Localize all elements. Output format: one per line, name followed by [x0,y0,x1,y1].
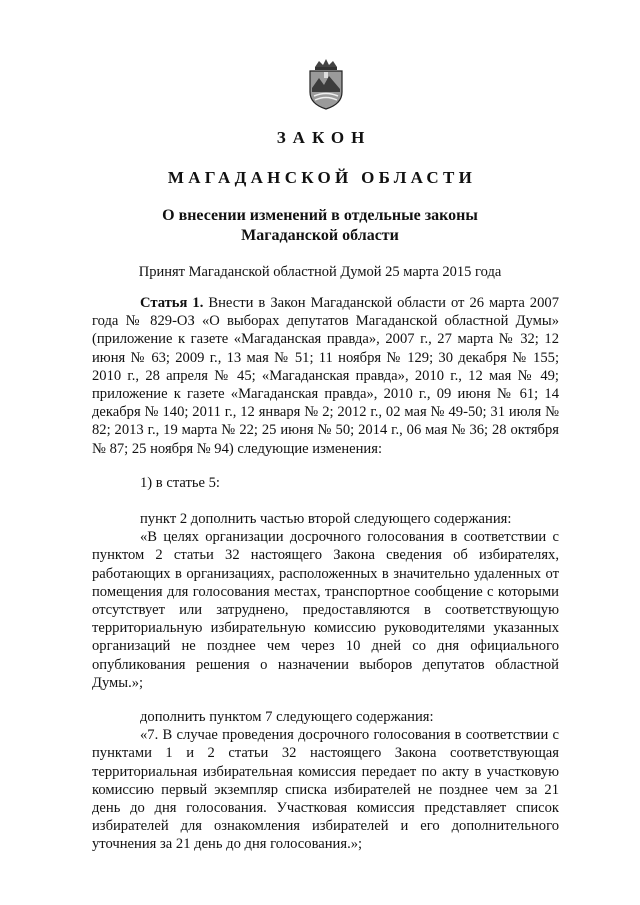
coat-of-arms-icon [305,58,347,110]
point-2-text: «В целях организации досрочного голосования в соответствии с пунктом 2 статьи 32 настоящего Закона сведения об избирателях, работающих в организациях, расположенных в значительно удаленных от помещения для голосования местах, транспортное сообщение с которыми отсутствует или затруднено, предоставляются в соответствующую территориальную избирательную комиссию руководителями указанных организаций не позднее чем через 10 дней со дня официального опубликования решения о назначении выборов депутатов областной Думы.»; [92,529,559,691]
article-1-label: Статья 1. [140,295,204,311]
document-type-title: ЗАКОН [276,128,372,147]
law-subject-line-2: Магаданской области [241,227,399,244]
law-subject-line-1: О внесении изменений в отдельные законы [162,207,478,224]
item-1: 1) в статье 5: [140,474,220,491]
article-1-intro [92,294,559,458]
law-subject [0,206,640,246]
adoption-note: Принят Магаданской областной Думой 25 марта 2015 года [138,264,502,280]
point-2-intro: пункт 2 дополнить частью второй следующего содержания: [140,511,512,528]
region-title: МАГАДАНСКОЙ ОБЛАСТИ [167,168,477,187]
point-7-intro: дополнить пунктом 7 следующего содержания: [140,709,434,726]
point-7-text: «7. В случае проведения досрочного голосования в соответствии с пунктами 1 и 2 статьи 32 настоящего Закона соответствующая территориальная избирательная комиссия передает по акту в участковую комиссию первый экземпляр списка избирателей не позднее чем за 21 день до дня голосования. Участковая комиссия представляет список избирателей для ознакомления избирателей и его дополнительного уточнения за 21 день до дня голосования.»; [92,727,559,853]
article-1-intro-text: Внести в Закон Магаданской области от 26 марта 2007 года № 829-ОЗ «О выборах депутатов Магаданской областной Думы» (приложение к газете «Магаданская правда», 2007 г., 27 марта № 32; 12 июня № 63; 2009 г., 13 мая № 51; 11 ноября № 129; 30 декабря № 155; 2010 г., 28 апреля № 45; «Магаданская правда», 2010 г., 12 мая № 49; приложение к газете «Магаданская правда», 2010 г., 09 июня № 61; 14 декабря № 140; 2011 г., 12 января № 2; 2012 г., 02 мая № 49-50; 31 июля № 82; 2013 г., 19 марта № 22; 25 июня № 50; 2014 г., 06 мая № 36; 28 октября № 87; 25 ноября № 94) следующие изменения: [92,295,559,457]
document-body [92,294,559,854]
